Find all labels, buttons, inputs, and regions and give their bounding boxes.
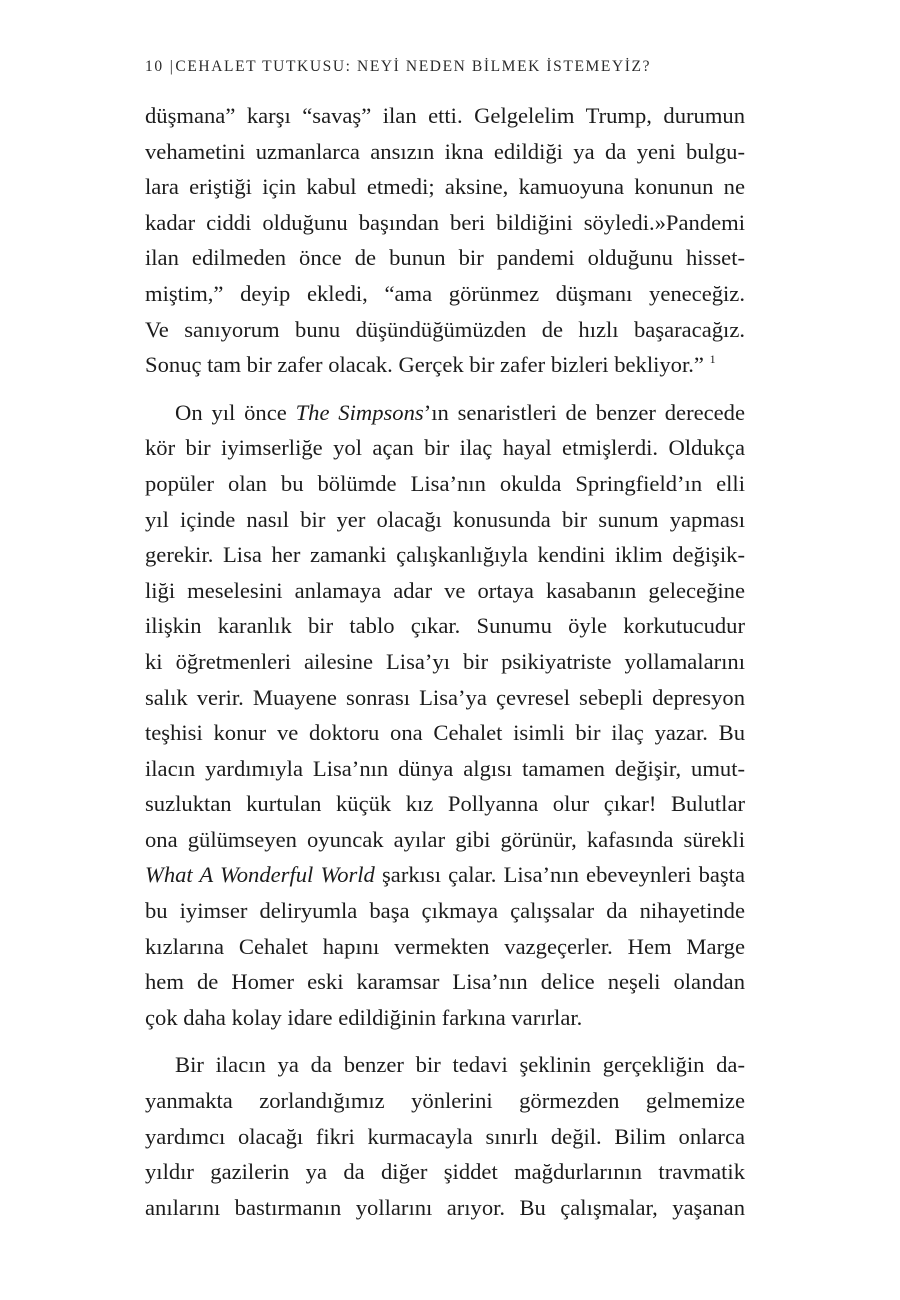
text-line: anılarını bastırmanın yollarını arıyor. Bu çalışmalar, yaşanan	[145, 1194, 745, 1220]
text-line: popüler olan bu bölümde Lisa’nın okulda Springfield’ın elli	[145, 470, 745, 496]
text-line: kör bir iyimserliğe yol açan bir ilaç hayal etmişlerdi. Oldukça	[145, 435, 745, 461]
footnote-marker: 1	[709, 352, 716, 367]
text-segment: On yıl önce	[175, 399, 296, 425]
italic-title: The Simpsons	[295, 399, 424, 425]
text-line: gerekir. Lisa her zamanki çalışkanlığıyla kendini iklim değişik-	[145, 542, 745, 568]
text-line: salık verir. Muayene sonrası Lisa’ya çevresel sebepli depresyon	[145, 684, 745, 710]
paragraph-3	[145, 1047, 745, 1225]
text-line: ki öğretmenleri ailesine Lisa’yı bir psikiyatriste yollamalarını	[145, 648, 745, 674]
book-page	[145, 58, 745, 1225]
text-line: suzluktan kurtulan küçük kız Pollyanna olur çıkar! Bulutlar	[145, 791, 745, 817]
text-line: Ve sanıyorum bunu düşündüğümüzden de hızlı başaracağız.	[145, 316, 745, 342]
text-line	[145, 347, 745, 383]
paragraph-2	[145, 395, 745, 1036]
text-line: çok daha kolay idare edildiğinin farkına varırlar.	[145, 1004, 583, 1030]
header-separator: |	[169, 58, 175, 75]
text-line: düşmana” karşı “savaş” ilan etti. Gelgelelim Trump, durumun	[145, 103, 745, 128]
text-segment: ’ın senaristleri de benzer derecede	[423, 399, 745, 425]
text-segment: şarkısı çalar. Lisa’nın ebeveynleri başta	[374, 862, 745, 888]
text-line: kızlarına Cehalet hapını vermekten vazgeçerler. Hem Marge	[145, 933, 745, 959]
text-line: vehametini uzmanlarca ansızın ikna edildiği ya da yeni bulgu-	[145, 138, 745, 164]
book-title: CEHALET TUTKUSU: NEYİ NEDEN BİLMEK İSTEMEYİZ?	[175, 58, 652, 75]
text-line: miştim,” deyip ekledi, “ama görünmez düşmanı yeneceğiz.	[145, 280, 745, 306]
text-line: hem de Homer eski karamsar Lisa’nın delice neşeli olandan	[145, 969, 745, 995]
text-line: teşhisi konur ve doktoru ona Cehalet isimli bir ilaç yazar. Bu	[145, 720, 745, 746]
text-line: ona gülümseyen oyuncak ayılar gibi görünür, kafasında sürekli	[145, 826, 745, 852]
paragraph-1	[145, 98, 745, 383]
text-line: kadar ciddi olduğunu başından beri bildiğini söyledi.»Pandemi	[145, 209, 745, 235]
text-line: liği meselesini anlamaya adar ve ortaya kasabanın geleceğine	[145, 577, 745, 603]
page-number: 10	[145, 58, 164, 75]
text-line: ilişkin karanlık bir tablo çıkar. Sunumu öyle korkutucudur	[145, 613, 745, 639]
text-line: yanmakta zorlandığımız yönlerini görmezden gelmemize	[145, 1088, 745, 1114]
text-line	[145, 395, 745, 431]
text-line-content: Sonuç tam bir zafer olacak. Gerçek bir zafer bizleri bekliyor.”	[145, 352, 704, 378]
text-line: yıldır gazilerin ya da diğer şiddet mağdurlarının travmatik	[145, 1159, 745, 1185]
text-line: bu iyimser deliryumla başa çıkmaya çalışsalar da nihayetinde	[145, 898, 745, 924]
text-line: yıl içinde nasıl bir yer olacağı konusunda bir sunum yapması	[145, 506, 745, 532]
text-line: yardımcı olacağı fikri kurmacayla sınırlı değil. Bilim onlarca	[145, 1123, 745, 1149]
text-line: Bir ilacın ya da benzer bir tedavi şeklinin gerçekliğin da-	[175, 1052, 745, 1078]
text-line	[145, 857, 745, 893]
running-header	[145, 58, 745, 76]
text-line: ilacın yardımıyla Lisa’nın dünya algısı tamamen değişir, umut-	[145, 755, 745, 781]
text-line: ilan edilmeden önce de bunun bir pandemi olduğunu hisset-	[145, 245, 745, 271]
italic-song-title: What A Wonderful World	[145, 862, 375, 888]
text-line: lara eriştiği için kabul etmedi; aksine, kamuoyuna konunun ne	[145, 174, 745, 200]
